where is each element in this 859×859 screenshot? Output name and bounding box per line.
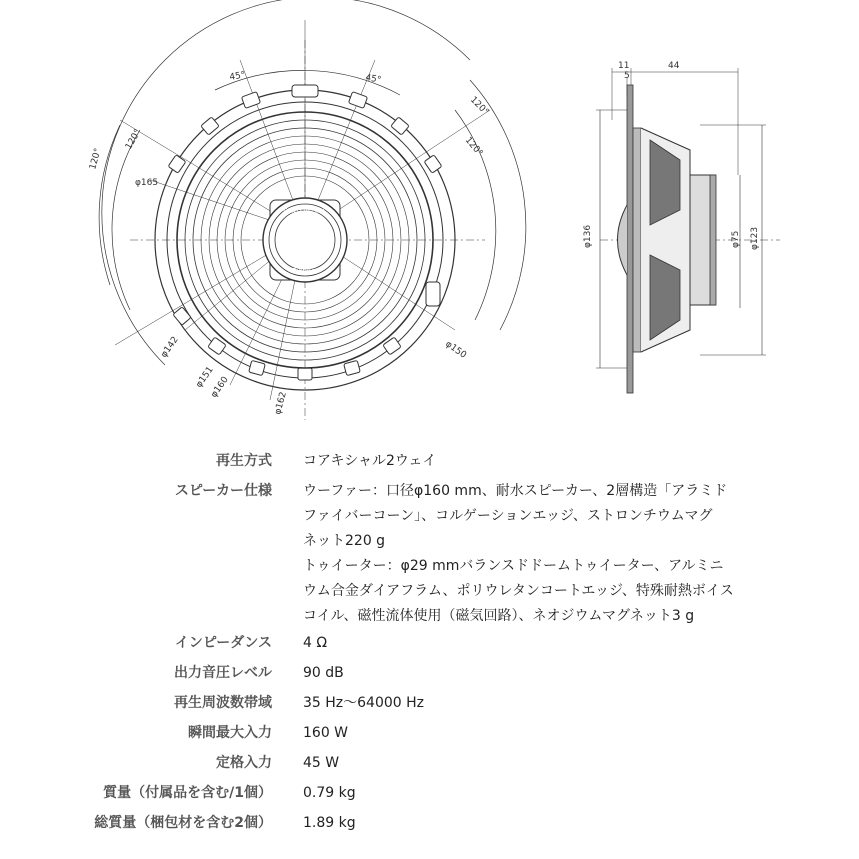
- spec-label: 瞬間最大入力: [188, 725, 272, 741]
- dimension-label: φ136: [583, 224, 593, 248]
- spec-label: 出力音圧レベル: [174, 665, 272, 681]
- spec-value: 45 W: [303, 755, 340, 771]
- brand-text: Pioneer: [291, 267, 319, 275]
- dimension-label: φ165: [135, 178, 159, 188]
- dimension-label: 11: [618, 61, 630, 71]
- dimension-label: φ160: [209, 375, 231, 400]
- angle-label: 45°: [364, 73, 382, 86]
- spec-label: 再生周波数帯域: [174, 695, 272, 711]
- dimension-label: φ142: [159, 335, 181, 360]
- dimension-label: φ150: [443, 339, 468, 361]
- spec-value: 0.79 kg: [303, 785, 356, 801]
- spec-label: スピーカー仕様: [174, 483, 272, 499]
- spec-value: コアキシャル2ウェイ: [303, 453, 437, 469]
- spec-label: 総質量（梱包材を含む2個）: [94, 815, 272, 831]
- spec-value: 35 Hz～64000 Hz: [303, 695, 425, 711]
- dimension-label: φ162: [273, 390, 289, 416]
- spec-value: 160 W: [303, 725, 349, 741]
- angle-label: 45°: [228, 70, 247, 83]
- spec-label: 質量（付属品を含む/1個）: [103, 785, 272, 801]
- dimension-label: 44: [668, 61, 680, 71]
- spec-label: インピーダンス: [174, 635, 272, 651]
- angle-label: 120°: [467, 95, 491, 118]
- spec-value: 1.89 kg: [303, 815, 356, 831]
- spec-value: 4 Ω: [303, 635, 328, 651]
- dimension-label: φ75: [731, 230, 741, 248]
- spec-label: 再生方式: [216, 453, 272, 469]
- model-text: CENTERSONIC: [283, 208, 327, 215]
- dimension-label: φ123: [750, 226, 760, 250]
- dimension-label: 5: [624, 71, 630, 81]
- spec-label: 定格入力: [216, 755, 272, 771]
- angle-label: 120°: [123, 127, 144, 152]
- dimension-label: φ151: [194, 365, 216, 390]
- spec-value: ウーファー：口径φ160 mm、耐水スピーカー、2層構造「アラミド ファイバーコーン」、コルゲーションエッジ、ストロンチウムマグ ネット220 g トゥイーター：φ29 mmバランスドドームトゥイーター、アルミニ ウム合金ダイアフラム、ポリウレタンコートエッジ、特殊耐熱ボイス コイル、磁性流体使用（磁気回路）、ネオジウムマグネット3 g: [303, 483, 734, 624]
- spec-value: 90 dB: [303, 665, 344, 681]
- angle-label: 120°: [88, 147, 104, 171]
- angle-label: 120°: [462, 135, 485, 159]
